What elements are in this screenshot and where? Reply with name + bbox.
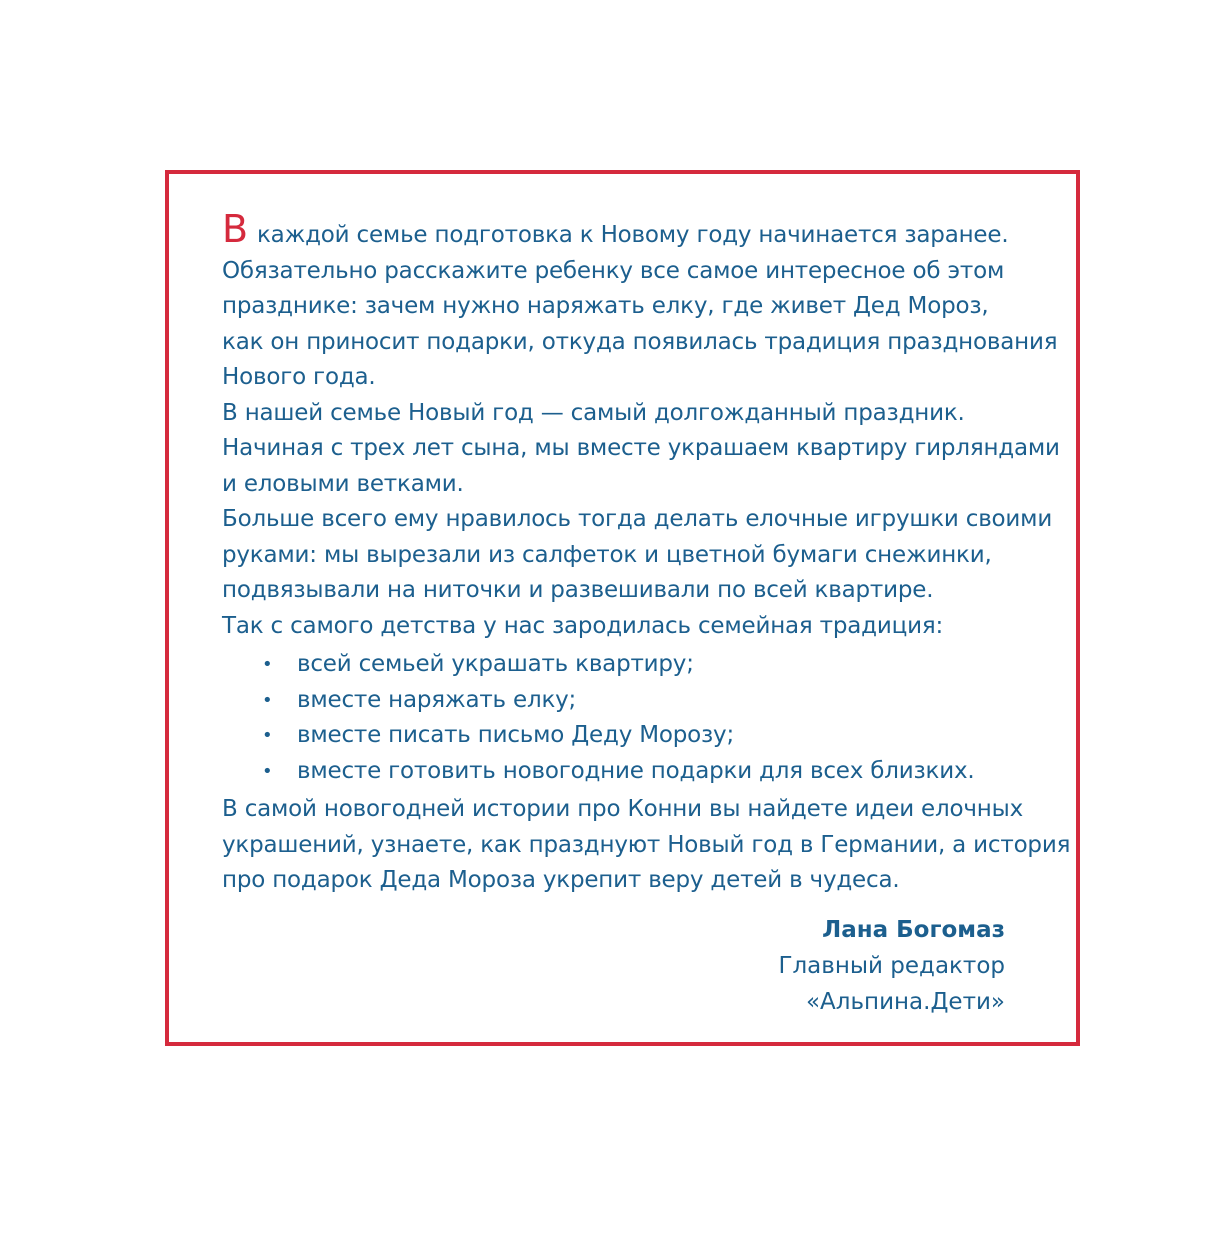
signature-block bbox=[778, 912, 1005, 1020]
bullet-icon: • bbox=[262, 725, 273, 746]
author-name: Лана Богомаз bbox=[822, 917, 1005, 943]
foreword-text bbox=[222, 207, 1071, 899]
closing-line-1: В самой новогодней истории про Конни вы найдете идеи елочных bbox=[222, 796, 1023, 822]
traditions-list bbox=[222, 647, 1022, 789]
bullet-icon: • bbox=[262, 689, 273, 711]
intro-line-3: празднике: зачем нужно наряжать елку, где живет Дед Мороз, bbox=[222, 293, 989, 319]
closing-line-3: про подарок Деда Мороза укрепит веру детей в чудеса. bbox=[222, 867, 900, 893]
intro-line-5: Нового года. bbox=[222, 364, 376, 390]
intro-line-2: Обязательно расскажите ребенку все самое интересное об этом bbox=[222, 257, 1005, 284]
list-item: • всей семьей украшать квартиру; bbox=[222, 647, 1022, 683]
list-item: • вместе писать письмо Деду Морозу; bbox=[222, 718, 1022, 754]
list-item: • вместе наряжать елку; bbox=[222, 683, 1022, 719]
family-line-4: Больше всего ему нравилось тогда делать елочные игрушки своими bbox=[222, 506, 1053, 532]
dropcap-letter: В bbox=[222, 207, 248, 251]
intro-line-4: как он приносит подарки, откуда появилась традиция празднования bbox=[222, 328, 1058, 355]
family-line-2: Начиная с трех лет сына, мы вместе украшаем квартиру гирляндами bbox=[222, 435, 1060, 461]
family-line-5: руками: мы вырезали из салфеток и цветной бумаги снежинки, bbox=[222, 541, 992, 568]
family-line-3: и еловыми ветками. bbox=[222, 470, 464, 497]
bullet-icon: • bbox=[262, 654, 273, 675]
author-role: Главный редактор bbox=[778, 953, 1005, 979]
author-company: «Альпина.Дети» bbox=[805, 989, 1005, 1015]
intro-line-1: В каждой семье подготовка к Новому году начинается заранее. bbox=[222, 207, 1009, 251]
list-item: • вместе готовить новогодние подарки для всех близких. bbox=[222, 754, 1022, 790]
family-line-7: Так с самого детства у нас зародилась семейная традиция: bbox=[222, 612, 944, 639]
family-line-6: подвязывали на ниточки и развешивали по всей квартире. bbox=[222, 577, 934, 603]
bullet-icon: • bbox=[262, 760, 273, 782]
family-line-1: В нашей семье Новый год — самый долгожданный праздник. bbox=[222, 399, 965, 426]
closing-line-2: украшений, узнаете, как празднуют Новый год в Германии, а история bbox=[222, 831, 1071, 858]
